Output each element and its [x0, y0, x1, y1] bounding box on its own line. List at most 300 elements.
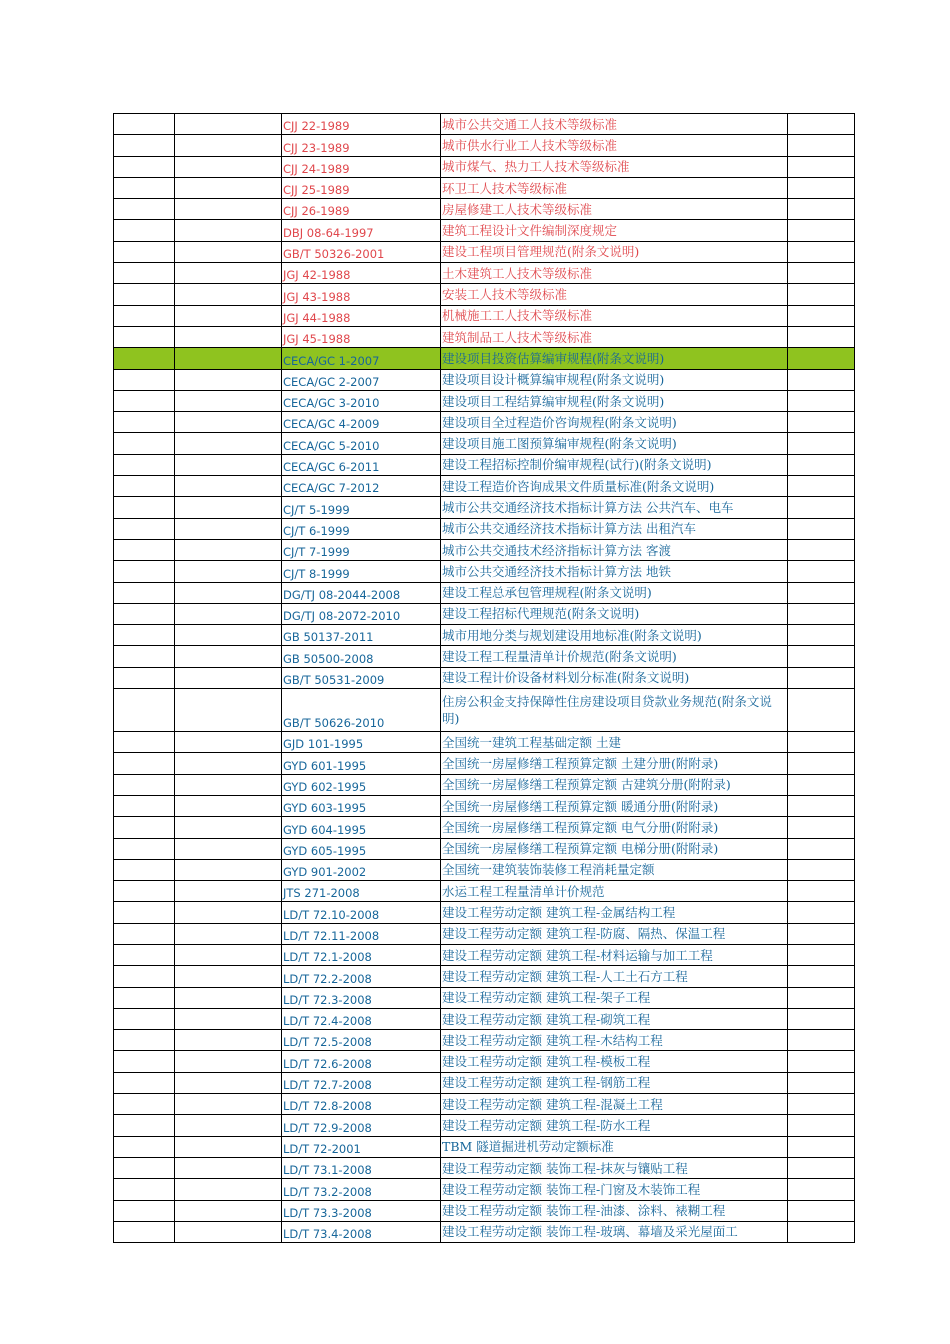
empty-cell-e[interactable]: [788, 1030, 855, 1051]
empty-cell-e[interactable]: [788, 369, 855, 390]
standard-name-cell[interactable]: 建设工程劳动定额 建筑工程-架子工程: [441, 987, 788, 1008]
empty-cell-e[interactable]: [788, 902, 855, 923]
standard-name-cell[interactable]: 城市供水行业工人技术等级标准: [441, 135, 788, 156]
standard-name-cell[interactable]: 建设工程劳动定额 装饰工程-油漆、涂料、裱糊工程: [441, 1200, 788, 1221]
empty-cell-a[interactable]: [114, 1136, 175, 1157]
standard-name-cell[interactable]: 建设工程劳动定额 装饰工程-玻璃、幕墙及采光屋面工: [441, 1221, 788, 1242]
standard-name-cell[interactable]: 建设工程招标控制价编审规程(试行)(附条文说明): [441, 454, 788, 475]
table-row: [114, 689, 855, 732]
empty-cell-a[interactable]: [114, 625, 175, 646]
empty-cell-a[interactable]: [114, 817, 175, 838]
standard-code-cell[interactable]: CJJ 24-1989: [282, 156, 441, 177]
empty-cell-e[interactable]: [788, 1008, 855, 1029]
empty-cell-a[interactable]: [114, 902, 175, 923]
standard-name-cell[interactable]: 全国统一建筑装饰装修工程消耗量定额: [441, 859, 788, 880]
empty-cell-a[interactable]: [114, 369, 175, 390]
standard-name-cell[interactable]: 城市煤气、热力工人技术等级标准: [441, 156, 788, 177]
empty-cell-a[interactable]: [114, 476, 175, 497]
empty-cell-a[interactable]: [114, 454, 175, 475]
standard-code-cell[interactable]: LD/T 72.10-2008: [282, 902, 441, 923]
standard-code-cell[interactable]: GYD 901-2002: [282, 859, 441, 880]
empty-cell-e[interactable]: [788, 1157, 855, 1178]
empty-cell-a[interactable]: [114, 114, 175, 135]
standard-name-cell[interactable]: 建筑工程设计文件编制深度规定: [441, 220, 788, 241]
standard-code-cell[interactable]: GYD 601-1995: [282, 753, 441, 774]
empty-cell-e[interactable]: [788, 881, 855, 902]
table-row: [114, 241, 855, 262]
empty-cell-a[interactable]: [114, 1030, 175, 1051]
empty-cell-a[interactable]: [114, 539, 175, 560]
empty-cell-e[interactable]: [788, 1094, 855, 1115]
empty-cell-b[interactable]: [175, 987, 282, 1008]
empty-cell-b[interactable]: [175, 454, 282, 475]
empty-cell-a[interactable]: [114, 732, 175, 753]
empty-cell-b[interactable]: [175, 412, 282, 433]
empty-cell-e[interactable]: [788, 433, 855, 454]
empty-cell-e[interactable]: [788, 476, 855, 497]
empty-cell-a[interactable]: [114, 646, 175, 667]
empty-cell-e[interactable]: [788, 284, 855, 305]
empty-cell-b[interactable]: [175, 135, 282, 156]
empty-cell-b[interactable]: [175, 1115, 282, 1136]
table-row: [114, 1115, 855, 1136]
empty-cell-e[interactable]: [788, 966, 855, 987]
standard-code-cell[interactable]: LD/T 72.2-2008: [282, 966, 441, 987]
empty-cell-a[interactable]: [114, 241, 175, 262]
table-row: [114, 369, 855, 390]
table-row: [114, 944, 855, 965]
empty-cell-a[interactable]: [114, 348, 175, 369]
standard-name-cell[interactable]: 建设项目全过程造价咨询规程(附条文说明): [441, 412, 788, 433]
empty-cell-b[interactable]: [175, 177, 282, 198]
empty-cell-b[interactable]: [175, 902, 282, 923]
empty-cell-e[interactable]: [788, 1072, 855, 1093]
standard-name-cell[interactable]: 城市公共交通工人技术等级标准: [441, 114, 788, 135]
standard-name-cell[interactable]: 城市公共交通经济技术指标计算方法 出租汽车: [441, 518, 788, 539]
empty-cell-a[interactable]: [114, 220, 175, 241]
empty-cell-b[interactable]: [175, 1051, 282, 1072]
table-row: [114, 518, 855, 539]
standard-code-cell[interactable]: GB 50137-2011: [282, 625, 441, 646]
standard-name-cell[interactable]: 建设项目工程结算编审规程(附条文说明): [441, 390, 788, 411]
empty-cell-a[interactable]: [114, 1051, 175, 1072]
empty-cell-e[interactable]: [788, 1115, 855, 1136]
empty-cell-e[interactable]: [788, 326, 855, 347]
table-row: [114, 1008, 855, 1029]
standard-name-cell[interactable]: 安装工人技术等级标准: [441, 284, 788, 305]
standard-name-cell[interactable]: 建设工程劳动定额 建筑工程-防水工程: [441, 1115, 788, 1136]
standard-code-cell[interactable]: DG/TJ 08-2044-2008: [282, 582, 441, 603]
standard-name-cell[interactable]: 建设工程项目管理规范(附条文说明): [441, 241, 788, 262]
standard-code-cell[interactable]: LD/T 73.4-2008: [282, 1221, 441, 1242]
empty-cell-b[interactable]: [175, 263, 282, 284]
empty-cell-a[interactable]: [114, 412, 175, 433]
table-row: [114, 838, 855, 859]
empty-cell-b[interactable]: [175, 689, 282, 732]
empty-cell-e[interactable]: [788, 923, 855, 944]
table-row: [114, 1157, 855, 1178]
empty-cell-e[interactable]: [788, 817, 855, 838]
standard-code-cell[interactable]: CJJ 22-1989: [282, 114, 441, 135]
empty-cell-e[interactable]: [788, 135, 855, 156]
empty-cell-e[interactable]: [788, 305, 855, 326]
standard-name-cell[interactable]: 全国统一建筑工程基础定额 土建: [441, 732, 788, 753]
empty-cell-a[interactable]: [114, 390, 175, 411]
empty-cell-a[interactable]: [114, 1179, 175, 1200]
empty-cell-a[interactable]: [114, 1115, 175, 1136]
empty-cell-b[interactable]: [175, 1030, 282, 1051]
standard-name-cell[interactable]: 水运工程工程量清单计价规范: [441, 881, 788, 902]
empty-cell-b[interactable]: [175, 881, 282, 902]
standard-code-cell[interactable]: CJ/T 7-1999: [282, 539, 441, 560]
standard-code-cell[interactable]: CJJ 26-1989: [282, 199, 441, 220]
empty-cell-e[interactable]: [788, 987, 855, 1008]
standard-code-cell[interactable]: LD/T 73.2-2008: [282, 1179, 441, 1200]
empty-cell-b[interactable]: [175, 603, 282, 624]
standard-code-cell[interactable]: GYD 603-1995: [282, 795, 441, 816]
standard-name-cell[interactable]: 城市公共交通经济技术指标计算方法 公共汽车、电车: [441, 497, 788, 518]
empty-cell-b[interactable]: [175, 732, 282, 753]
standard-code-cell[interactable]: GB/T 50531-2009: [282, 667, 441, 688]
table-row: [114, 412, 855, 433]
empty-cell-a[interactable]: [114, 1200, 175, 1221]
empty-cell-e[interactable]: [788, 944, 855, 965]
empty-cell-b[interactable]: [175, 838, 282, 859]
standard-code-cell[interactable]: JGJ 43-1988: [282, 284, 441, 305]
standard-name-cell[interactable]: 房屋修建工人技术等级标准: [441, 199, 788, 220]
standard-name-cell[interactable]: TBM 隧道掘进机劳动定额标准: [441, 1136, 788, 1157]
empty-cell-e[interactable]: [788, 795, 855, 816]
empty-cell-e[interactable]: [788, 753, 855, 774]
empty-cell-a[interactable]: [114, 1072, 175, 1093]
standard-name-cell[interactable]: 土木建筑工人技术等级标准: [441, 263, 788, 284]
standard-name-cell[interactable]: 全国统一房屋修缮工程预算定额 古建筑分册(附附录): [441, 774, 788, 795]
standard-code-cell[interactable]: LD/T 72.5-2008: [282, 1030, 441, 1051]
standard-code-cell[interactable]: CECA/GC 4-2009: [282, 412, 441, 433]
standard-code-cell[interactable]: CECA/GC 1-2007: [282, 348, 441, 369]
empty-cell-b[interactable]: [175, 817, 282, 838]
empty-cell-a[interactable]: [114, 881, 175, 902]
empty-cell-a[interactable]: [114, 263, 175, 284]
standard-name-cell[interactable]: 住房公积金支持保障性住房建设项目贷款业务规范(附条文说明): [441, 689, 788, 732]
empty-cell-b[interactable]: [175, 497, 282, 518]
empty-cell-e[interactable]: [788, 199, 855, 220]
empty-cell-b[interactable]: [175, 433, 282, 454]
standard-name-cell[interactable]: 建设工程劳动定额 建筑工程-模板工程: [441, 1051, 788, 1072]
standards-table: [113, 113, 855, 1243]
standard-name-cell[interactable]: 环卫工人技术等级标准: [441, 177, 788, 198]
empty-cell-e[interactable]: [788, 603, 855, 624]
empty-cell-b[interactable]: [175, 582, 282, 603]
standard-name-cell[interactable]: 建设工程劳动定额 装饰工程-门窗及木装饰工程: [441, 1179, 788, 1200]
standard-code-cell[interactable]: LD/T 72.8-2008: [282, 1094, 441, 1115]
empty-cell-a[interactable]: [114, 561, 175, 582]
standard-name-cell[interactable]: 建设工程计价设备材料划分标准(附条文说明): [441, 667, 788, 688]
empty-cell-a[interactable]: [114, 1094, 175, 1115]
standard-code-cell[interactable]: DG/TJ 08-2072-2010: [282, 603, 441, 624]
empty-cell-b[interactable]: [175, 859, 282, 880]
standard-name-cell[interactable]: 建设工程劳动定额 建筑工程-钢筋工程: [441, 1072, 788, 1093]
standard-name-cell[interactable]: 城市用地分类与规划建设用地标准(附条文说明): [441, 625, 788, 646]
empty-cell-b[interactable]: [175, 326, 282, 347]
empty-cell-b[interactable]: [175, 795, 282, 816]
standard-code-cell[interactable]: LD/T 72-2001: [282, 1136, 441, 1157]
empty-cell-b[interactable]: [175, 1200, 282, 1221]
table-row: [114, 156, 855, 177]
standard-code-cell[interactable]: LD/T 72.4-2008: [282, 1008, 441, 1029]
empty-cell-e[interactable]: [788, 646, 855, 667]
empty-cell-b[interactable]: [175, 539, 282, 560]
standard-name-cell[interactable]: 建设项目投资估算编审规程(附条文说明): [441, 348, 788, 369]
standard-code-cell[interactable]: GB/T 50626-2010: [282, 689, 441, 732]
standard-name-cell[interactable]: 建设工程造价咨询成果文件质量标准(附条文说明): [441, 476, 788, 497]
table-row: [114, 497, 855, 518]
standard-name-cell[interactable]: 建筑制品工人技术等级标准: [441, 326, 788, 347]
empty-cell-e[interactable]: [788, 497, 855, 518]
table-row: [114, 199, 855, 220]
standard-code-cell[interactable]: JGJ 42-1988: [282, 263, 441, 284]
standard-code-cell[interactable]: CECA/GC 7-2012: [282, 476, 441, 497]
standard-name-cell[interactable]: 城市公共交通经济技术指标计算方法 地铁: [441, 561, 788, 582]
empty-cell-b[interactable]: [175, 1072, 282, 1093]
standard-code-cell[interactable]: LD/T 73.1-2008: [282, 1157, 441, 1178]
standard-name-cell[interactable]: 建设工程劳动定额 建筑工程-防腐、隔热、保温工程: [441, 923, 788, 944]
empty-cell-a[interactable]: [114, 199, 175, 220]
empty-cell-e[interactable]: [788, 625, 855, 646]
empty-cell-b[interactable]: [175, 923, 282, 944]
table-row: [114, 433, 855, 454]
table-row: [114, 220, 855, 241]
empty-cell-b[interactable]: [175, 753, 282, 774]
empty-cell-a[interactable]: [114, 135, 175, 156]
standard-code-cell[interactable]: CJ/T 6-1999: [282, 518, 441, 539]
table-row: [114, 1200, 855, 1221]
table-row: [114, 987, 855, 1008]
table-row: [114, 1094, 855, 1115]
standard-code-cell[interactable]: GYD 602-1995: [282, 774, 441, 795]
empty-cell-e[interactable]: [788, 1136, 855, 1157]
table-row: [114, 1030, 855, 1051]
standard-code-cell[interactable]: LD/T 72.6-2008: [282, 1051, 441, 1072]
standard-code-cell[interactable]: JTS 271-2008: [282, 881, 441, 902]
empty-cell-a[interactable]: [114, 326, 175, 347]
standard-name-cell[interactable]: 全国统一房屋修缮工程预算定额 电梯分册(附附录): [441, 838, 788, 859]
standard-code-cell[interactable]: CJ/T 8-1999: [282, 561, 441, 582]
table-row: [114, 177, 855, 198]
empty-cell-b[interactable]: [175, 518, 282, 539]
standard-code-cell[interactable]: LD/T 72.7-2008: [282, 1072, 441, 1093]
empty-cell-e[interactable]: [788, 114, 855, 135]
empty-cell-e[interactable]: [788, 732, 855, 753]
empty-cell-e[interactable]: [788, 454, 855, 475]
empty-cell-a[interactable]: [114, 433, 175, 454]
standard-code-cell[interactable]: LD/T 72.3-2008: [282, 987, 441, 1008]
empty-cell-b[interactable]: [175, 561, 282, 582]
empty-cell-a[interactable]: [114, 305, 175, 326]
standard-code-cell[interactable]: CJJ 25-1989: [282, 177, 441, 198]
empty-cell-a[interactable]: [114, 497, 175, 518]
empty-cell-a[interactable]: [114, 1008, 175, 1029]
standard-code-cell[interactable]: GYD 604-1995: [282, 817, 441, 838]
standard-name-cell[interactable]: 建设工程总承包管理规程(附条文说明): [441, 582, 788, 603]
empty-cell-a[interactable]: [114, 923, 175, 944]
table-row: [114, 582, 855, 603]
standard-name-cell[interactable]: 全国统一房屋修缮工程预算定额 电气分册(附附录): [441, 817, 788, 838]
standard-name-cell[interactable]: 建设工程劳动定额 建筑工程-人工土石方工程: [441, 966, 788, 987]
empty-cell-e[interactable]: [788, 582, 855, 603]
empty-cell-e[interactable]: [788, 859, 855, 880]
standard-code-cell[interactable]: GYD 605-1995: [282, 838, 441, 859]
empty-cell-e[interactable]: [788, 390, 855, 411]
empty-cell-e[interactable]: [788, 1179, 855, 1200]
table-row: [114, 753, 855, 774]
table-row: [114, 625, 855, 646]
empty-cell-b[interactable]: [175, 667, 282, 688]
empty-cell-b[interactable]: [175, 114, 282, 135]
empty-cell-a[interactable]: [114, 795, 175, 816]
empty-cell-a[interactable]: [114, 966, 175, 987]
empty-cell-a[interactable]: [114, 667, 175, 688]
empty-cell-b[interactable]: [175, 156, 282, 177]
empty-cell-b[interactable]: [175, 944, 282, 965]
table-row: [114, 646, 855, 667]
empty-cell-e[interactable]: [788, 1051, 855, 1072]
table-row: [114, 1221, 855, 1242]
empty-cell-a[interactable]: [114, 177, 175, 198]
table-row: [114, 795, 855, 816]
standard-name-cell[interactable]: 建设工程劳动定额 建筑工程-材料运输与加工工程: [441, 944, 788, 965]
standard-name-cell[interactable]: 建设工程劳动定额 建筑工程-混凝土工程: [441, 1094, 788, 1115]
empty-cell-b[interactable]: [175, 284, 282, 305]
empty-cell-a[interactable]: [114, 603, 175, 624]
empty-cell-a[interactable]: [114, 987, 175, 1008]
standard-code-cell[interactable]: LD/T 73.3-2008: [282, 1200, 441, 1221]
standard-name-cell[interactable]: 建设工程劳动定额 装饰工程-抹灰与镶贴工程: [441, 1157, 788, 1178]
empty-cell-b[interactable]: [175, 305, 282, 326]
empty-cell-a[interactable]: [114, 518, 175, 539]
standard-code-cell[interactable]: CECA/GC 2-2007: [282, 369, 441, 390]
empty-cell-e[interactable]: [788, 1200, 855, 1221]
empty-cell-b[interactable]: [175, 774, 282, 795]
table-row: [114, 476, 855, 497]
empty-cell-b[interactable]: [175, 348, 282, 369]
empty-cell-e[interactable]: [788, 1221, 855, 1242]
standard-name-cell[interactable]: 建设工程招标代理规范(附条文说明): [441, 603, 788, 624]
empty-cell-b[interactable]: [175, 199, 282, 220]
empty-cell-e[interactable]: [788, 156, 855, 177]
empty-cell-b[interactable]: [175, 1157, 282, 1178]
table-row: [114, 305, 855, 326]
empty-cell-e[interactable]: [788, 348, 855, 369]
empty-cell-a[interactable]: [114, 753, 175, 774]
standard-code-cell[interactable]: LD/T 72.9-2008: [282, 1115, 441, 1136]
table-row: [114, 390, 855, 411]
table-row: [114, 732, 855, 753]
standard-code-cell[interactable]: CECA/GC 3-2010: [282, 390, 441, 411]
table-row: [114, 859, 855, 880]
empty-cell-e[interactable]: [788, 412, 855, 433]
standard-code-cell[interactable]: CJJ 23-1989: [282, 135, 441, 156]
empty-cell-e[interactable]: [788, 220, 855, 241]
empty-cell-e[interactable]: [788, 689, 855, 732]
empty-cell-e[interactable]: [788, 177, 855, 198]
table-row: [114, 114, 855, 135]
empty-cell-a[interactable]: [114, 838, 175, 859]
standard-name-cell[interactable]: 建设项目施工图预算编审规程(附条文说明): [441, 433, 788, 454]
standard-name-cell[interactable]: 全国统一房屋修缮工程预算定额 暖通分册(附附录): [441, 795, 788, 816]
empty-cell-b[interactable]: [175, 369, 282, 390]
empty-cell-e[interactable]: [788, 838, 855, 859]
empty-cell-b[interactable]: [175, 390, 282, 411]
empty-cell-a[interactable]: [114, 689, 175, 732]
standard-code-cell[interactable]: CECA/GC 5-2010: [282, 433, 441, 454]
empty-cell-e[interactable]: [788, 518, 855, 539]
standard-code-cell[interactable]: CECA/GC 6-2011: [282, 454, 441, 475]
table-row: [114, 881, 855, 902]
empty-cell-a[interactable]: [114, 944, 175, 965]
empty-cell-a[interactable]: [114, 1221, 175, 1242]
standard-code-cell[interactable]: LD/T 72.11-2008: [282, 923, 441, 944]
empty-cell-a[interactable]: [114, 774, 175, 795]
standard-code-cell[interactable]: GB/T 50326-2001: [282, 241, 441, 262]
standard-name-cell[interactable]: 城市公共交通技术经济指标计算方法 客渡: [441, 539, 788, 560]
standard-name-cell[interactable]: 建设项目设计概算编审规程(附条文说明): [441, 369, 788, 390]
table-row: [114, 263, 855, 284]
empty-cell-b[interactable]: [175, 1221, 282, 1242]
standards-table-body: [114, 114, 855, 1243]
standard-code-cell[interactable]: CJ/T 5-1999: [282, 497, 441, 518]
empty-cell-e[interactable]: [788, 539, 855, 560]
table-row: [114, 603, 855, 624]
empty-cell-b[interactable]: [175, 1136, 282, 1157]
empty-cell-e[interactable]: [788, 561, 855, 582]
standard-code-cell[interactable]: GJD 101-1995: [282, 732, 441, 753]
empty-cell-a[interactable]: [114, 859, 175, 880]
empty-cell-b[interactable]: [175, 476, 282, 497]
empty-cell-e[interactable]: [788, 667, 855, 688]
empty-cell-b[interactable]: [175, 1094, 282, 1115]
empty-cell-e[interactable]: [788, 241, 855, 262]
empty-cell-b[interactable]: [175, 241, 282, 262]
table-row: [114, 817, 855, 838]
empty-cell-a[interactable]: [114, 1157, 175, 1178]
empty-cell-a[interactable]: [114, 156, 175, 177]
standard-code-cell[interactable]: DBJ 08-64-1997: [282, 220, 441, 241]
standard-name-cell[interactable]: 机械施工工人技术等级标准: [441, 305, 788, 326]
empty-cell-b[interactable]: [175, 625, 282, 646]
table-row: [114, 923, 855, 944]
standard-name-cell[interactable]: 建设工程劳动定额 建筑工程-砌筑工程: [441, 1008, 788, 1029]
standard-name-cell[interactable]: 建设工程劳动定额 建筑工程-木结构工程: [441, 1030, 788, 1051]
standard-code-cell[interactable]: JGJ 44-1988: [282, 305, 441, 326]
standard-name-cell[interactable]: 建设工程工程量清单计价规范(附条文说明): [441, 646, 788, 667]
empty-cell-b[interactable]: [175, 966, 282, 987]
standard-name-cell[interactable]: 建设工程劳动定额 建筑工程-金属结构工程: [441, 902, 788, 923]
standard-code-cell[interactable]: JGJ 45-1988: [282, 326, 441, 347]
standard-code-cell[interactable]: LD/T 72.1-2008: [282, 944, 441, 965]
empty-cell-a[interactable]: [114, 582, 175, 603]
standard-name-cell[interactable]: 全国统一房屋修缮工程预算定额 土建分册(附附录): [441, 753, 788, 774]
empty-cell-e[interactable]: [788, 774, 855, 795]
empty-cell-e[interactable]: [788, 263, 855, 284]
empty-cell-b[interactable]: [175, 1008, 282, 1029]
empty-cell-a[interactable]: [114, 284, 175, 305]
empty-cell-b[interactable]: [175, 1179, 282, 1200]
standard-code-cell[interactable]: GB 50500-2008: [282, 646, 441, 667]
empty-cell-b[interactable]: [175, 646, 282, 667]
empty-cell-b[interactable]: [175, 220, 282, 241]
table-row: [114, 454, 855, 475]
